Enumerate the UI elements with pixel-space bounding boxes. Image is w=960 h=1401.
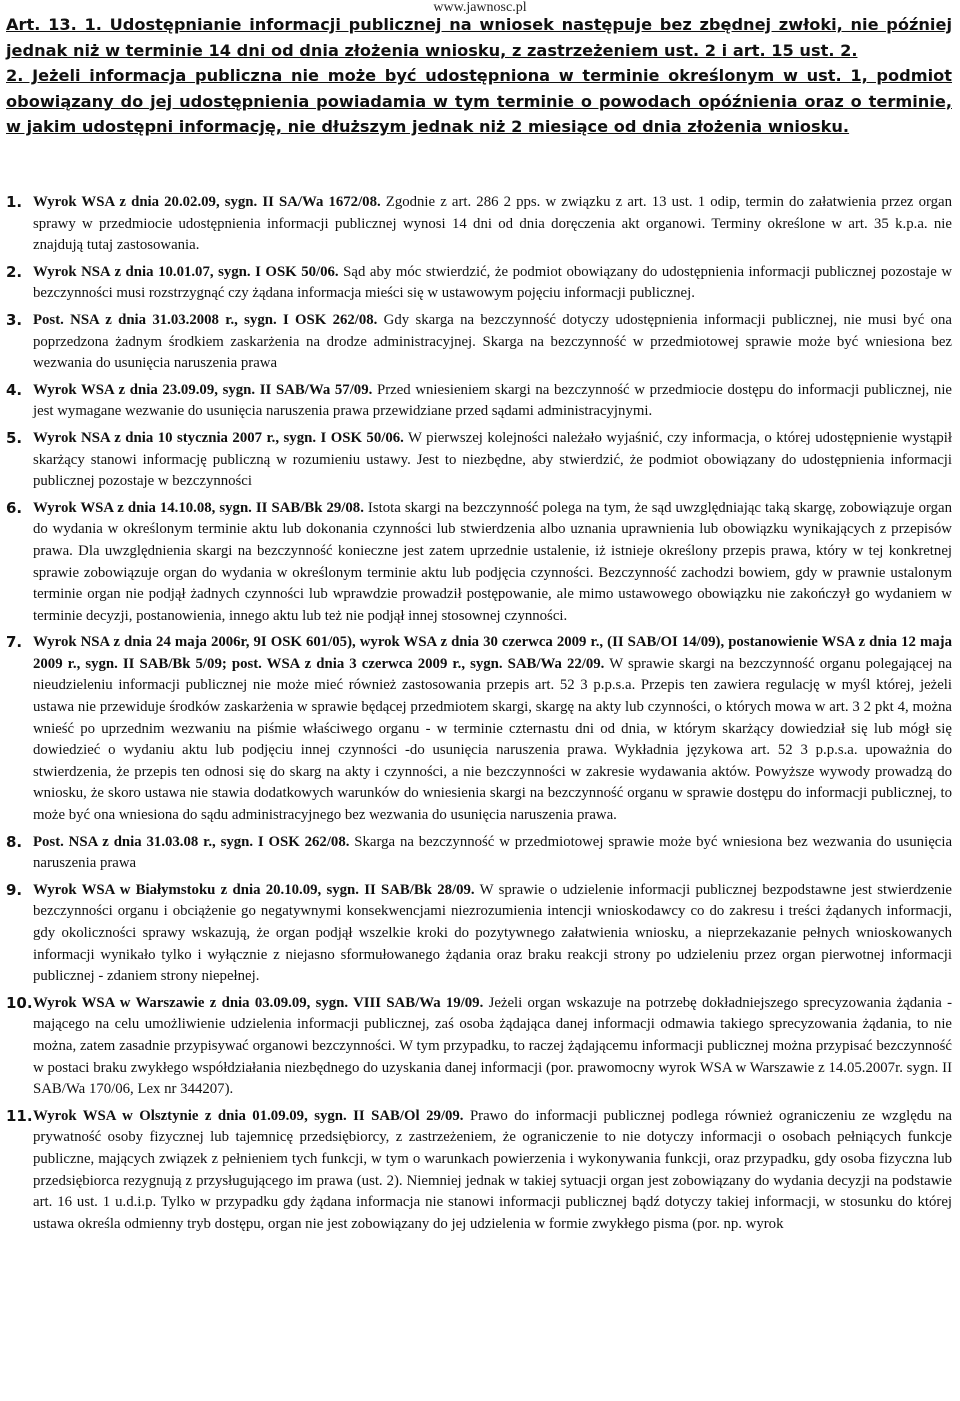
ruling-citation: Wyrok WSA z dnia 23.09.09, sygn. II SAB/Wa 57/09. <box>33 381 373 398</box>
list-item-number: 4. <box>6 380 23 399</box>
ruling-text: Jeżeli organ wskazuje na potrzebę dokładniejszego sprecyzowania żądania - mającego na celu umożliwienie udzielenia informacji publicznej, zaś osoba żądająca danej informacji odmawia takiego sprecyzowania żądania, to nie można, zatem zasadnie przypisywać organowi bezczynności. W tym przypadku, to raczej żądającemu informacji publicznej można przypisać bezczynność w postaci braku zwykłego współdziałania niezbędnego do uzyskania danej informacji (por. prawomocny wyrok WSA w Warszawie z 14.05.2007r. sygn. II SAB/Wa 170/06, Lex nr 344207). <box>33 994 953 1098</box>
list-item <box>6 832 952 875</box>
ruling-text: Sąd aby móc stwierdzić, że podmiot obowiązany do udostępnienia informacji publicznej pozostaje w bezczynności musi rozstrzygnąć czy żądana informacja mieści się w ustawowym pojęciu informacji publicznej. <box>33 263 953 302</box>
list-item-number: 11. <box>6 1106 33 1125</box>
ruling-text: Prawo do informacji publicznej podlega również ograniczeniu ze względu na prywatność osoby fizycznej lub tajemnicę przedsiębiorcy, z zastrzeżeniem, że ograniczenie to nie dotyczy informacji o osobach pełniących funkcje publiczne, mających związek z pełnieniem tych funkcji, w tym o warunkach powierzenia i wykonywania funkcji, oraz przypadku, gdy osoba fizyczna lub przedsiębiorca rezygnują z przysługującego im prawa (ust. 2). Niemniej jednak w takiej sytuacji organ jest zobowiązany do wydania decyzji na podstawie art. 16 ust. 1 u.d.i.p. Tylko w przypadku gdy żądana informacja nie stanowi informacji publicznej bądź dotyczy takiej informacji, w stosunku do której ustawa określa odmienny tryb dostępu, organ nie jest zobowiązany do jej udzielenia w formie zwykłego pisma (por. np. wyrok <box>33 1107 952 1232</box>
ruling-text: W sprawie skargi na bezczynność organu polegającej na nieudzieleniu informacji publicznej nie może mieć również zastosowania przepis art. 52 3 p.p.s.a. Przepis ten zawiera regulację w myśl której, jeżeli ustawa nie przewiduje środków zaskarżenia w sprawie będącej przedmiotem skargi, skargę na akty lub czynności, o których mowa w art. 3 2 pkt 4, można wnieść po uprzednim wezwaniu na piśmie właściwego organu - w terminie czternastu dni od dnia, w którym skarżący dowiedział się lub mógł się dowiedzieć o wydaniu aktu lub podjęciu innej czynności -do usunięcia naruszenia prawa. Wykładnia językowa art. 52 3 p.p.s.a. upoważnia do stwierdzenia, że przepis ten odnosi się do skarg na akty i czynności, a nie bezczynności w zakresie wydawania aktów. Powyższe wywody prowadzą do wniosku, że skoro ustawa nie stawia dodatkowych warunków do wniesienia skargi na bezczynność organu w sprawie dostępu do informacji publicznej, to może być ona wniesiona do sądu administracyjnego bez wezwania do usunięcia naruszenia prawa. <box>33 655 952 824</box>
article-paragraph-2: 2. Jeżeli informacja publiczna nie może być udostępniona w terminie określonym w ust. 1, podmiot obowiązany do jej udostępnienia powiadamia w tym terminie o powodach opóźnienia oraz o terminie, w jakim udostępni informację, nie dłuższym jednak niż 2 miesiące od dnia złożenia wniosku. <box>6 66 952 136</box>
list-item <box>6 380 952 423</box>
ruling-text: W sprawie o udzielenie informacji publicznej bezpodstawne jest stwierdzenie bezczynności organu i obciążenie go negatywnymi konsekwencjami niezrozumienia intencji wnioskodawcy co do zakresu i treści żądanych informacji, gdy okoliczności sprawy wskazują, że organ podjął wszelkie kroki do pozytywnego załatwienia wniosku, a nieprzekazanie pełnych wnioskowanych informacji wynikało tylko i wyłącznie z niejasno sformułowanego żądania oraz braku reakcji strony po udzieleniu przez organ pierwotnej informacji publicznej - zdaniem strony niepełnej. <box>33 881 952 985</box>
list-item <box>6 632 952 826</box>
ruling-citation: Wyrok NSA z dnia 24 maja 2006r, 9I OSK 601/05), wyrok WSA z dnia 30 czerwca 2009 r., (II SAB/OI 14/09), postanowienie WSA z dnia 12 maja 2009 r., sygn. II SAB/Bk 5/09; post. WSA z dnia 3 czerwca 2009 r., sygn. SAB/Wa 22/09. <box>33 634 952 672</box>
list-item-number: 9. <box>6 880 23 899</box>
list-item <box>6 192 952 257</box>
ruling-text: Zgodnie z art. 286 2 pps. w związku z art. 13 ust. 1 odip, termin do załatwienia przez organ sprawy w przedmiocie udostępnienia informacji publicznej wynosi 14 dni od dnia doręczenia akt organowi. Terminy określone w art. 35 k.p.a. nie znajdują tutaj zastosowania. <box>33 194 952 254</box>
article-13-text <box>6 12 952 140</box>
ruling-citation: Wyrok WSA z dnia 20.02.09, sygn. II SA/Wa 1672/08. <box>33 194 381 210</box>
list-item-number: 10. <box>6 993 33 1012</box>
ruling-citation: Wyrok NSA z dnia 10.01.07, sygn. I OSK 50/06. <box>33 263 339 280</box>
list-item-number: 3. <box>6 310 23 329</box>
ruling-citation: Wyrok WSA w Białymstoku z dnia 20.10.09, sygn. II SAB/Bk 28/09. <box>33 881 475 898</box>
ruling-citation: Wyrok WSA w Warszawie z dnia 03.09.09, sygn. VIII SAB/Wa 19/09. <box>33 994 484 1011</box>
ruling-citation: Post. NSA z dnia 31.03.2008 r., sygn. I OSK 262/08. <box>33 311 378 328</box>
ruling-citation: Post. NSA z dnia 31.03.08 r., sygn. I OSK 262/08. <box>33 833 350 850</box>
ruling-text: Gdy skarga na bezczynność dotyczy udostępnienia informacji publicznej, nie musi być ona poprzedzona żadnym środkiem zaskarżenia na drodze administracyjnej. Skarga na bezczynność w przedmiotowej sprawie może być wniesiona bez wezwania do usunięcia naruszenia prawa <box>33 311 952 372</box>
list-item <box>6 428 952 493</box>
rulings-list <box>6 192 952 1240</box>
list-item-number: 6. <box>6 498 23 517</box>
list-item <box>6 1106 952 1236</box>
list-item <box>6 310 952 375</box>
list-item-number: 2. <box>6 262 23 281</box>
ruling-text: Skarga na bezczynność w przedmiotowej sprawie może być wniesiona bez wezwania do usunięcia naruszenia prawa <box>33 833 953 872</box>
list-item <box>6 880 952 988</box>
site-header: www.jawnosc.pl <box>433 0 527 15</box>
list-item-number: 1. <box>6 193 23 211</box>
list-item <box>6 262 952 305</box>
list-item <box>6 498 952 628</box>
list-item-number: 7. <box>6 633 23 652</box>
ruling-citation: Wyrok WSA w Olsztynie z dnia 01.09.09, sygn. II SAB/Ol 29/09. <box>33 1107 464 1124</box>
list-item-number: 5. <box>6 428 23 447</box>
ruling-text: Przed wniesieniem skargi na bezczynność w przedmiocie dostępu do informacji publicznej, nie jest wymagane wezwanie do usunięcia naruszenia prawa przewidziane przed sądami administracyjnymi. <box>33 381 953 420</box>
ruling-text: W pierwszej kolejności należało wyjaśnić, czy informacja, o której udostępnienie wystąpił skarżący stanowi informację publiczną w rozumieniu ustawy. Jest to niezbędne, aby stwierdzić, że podmiot obowiązany do udostępnienia informacji publicznej pozostaje w bezczynności <box>33 429 952 490</box>
list-item <box>6 993 952 1101</box>
ruling-text: Istota skargi na bezczynność polega na tym, że sąd uwzględniając taką skargę, zobowiązuje organ do wydania w określonym terminie aktu lub dokonania czynności lub stwierdzenia albo uznania uprawnienia lub obowiązku wynikających z przepisów prawa. Dla uwzględnienia skargi na bezczynność konieczne jest zatem uprzednie ustalenie, iż istnieje określony przepis prawa, który w tej konkretnej sprawie zobowiązuje organ do wydania w określonym terminie aktu lub podjęcia czynności. Bezczynność zachodzi bowiem, gdy w prawnie ustalonym terminie organ nie podjął żadnych czynności lub wprawdzie prowadził postępowanie, ale mimo ustawowego obowiązku nie zakończył go wydaniem w terminie decyzji, postanowienia, innego aktu lub też nie podjął innej stosownej czynności. <box>33 499 953 624</box>
article-paragraph-1: Art. 13. 1. Udostępnianie informacji publicznej na wniosek następuje bez zbędnej zwłoki, nie później jednak niż w terminie 14 dni od dnia złożenia wniosku, z zastrzeżeniem ust. 2 i art. 15 ust. 2. <box>6 15 952 60</box>
ruling-citation: Wyrok NSA z dnia 10 stycznia 2007 r., sygn. I OSK 50/06. <box>33 429 404 446</box>
ruling-citation: Wyrok WSA z dnia 14.10.08, sygn. II SAB/Bk 29/08. <box>33 499 364 516</box>
list-item-number: 8. <box>6 832 23 851</box>
